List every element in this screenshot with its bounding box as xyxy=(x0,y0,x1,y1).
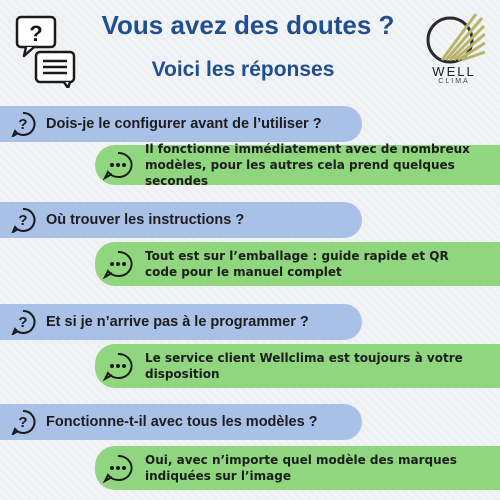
logo-word-well: WELL xyxy=(432,64,476,79)
ellipsis-bubble-icon xyxy=(101,351,135,381)
page-subtitle: Voici les réponses xyxy=(151,58,335,81)
svg-text:?: ? xyxy=(18,314,28,331)
svg-text:?: ? xyxy=(18,414,28,431)
svg-text:?: ? xyxy=(18,212,28,229)
wellclima-logo xyxy=(420,12,488,90)
question-bubble-icon xyxy=(10,309,36,335)
question-bubble-icon xyxy=(10,207,36,233)
faq-question-text: Fonctionne-t-il avec tous les modèles ? xyxy=(46,414,318,430)
svg-text:?: ? xyxy=(18,116,28,133)
svg-text:?: ? xyxy=(29,21,43,46)
question-bubble-icon xyxy=(10,111,36,137)
page-title: Vous avez des doutes ? xyxy=(101,10,395,40)
faq-answer-4 xyxy=(95,446,500,490)
ellipsis-bubble-icon xyxy=(101,453,135,483)
faq-question-text: Et si je n’arrive pas à le programmer ? xyxy=(46,314,309,330)
faq-question-4 xyxy=(0,404,362,440)
question-bubble-icon xyxy=(10,409,36,435)
ellipsis-bubble-icon xyxy=(101,150,135,180)
faq-question-text: Dois-je le configurer avant de l’utiliser ? xyxy=(46,116,322,132)
faq-question-text: Où trouver les instructions ? xyxy=(46,212,245,228)
logo-word-clima: CLIMA xyxy=(438,78,470,85)
faq-answer-text: Le service client Wellclima est toujours à votre disposition xyxy=(145,351,463,381)
logo-mark-icon xyxy=(420,12,488,64)
faq-answer-text: Tout est sur l’emballage : guide rapide et QR code pour le manuel complet xyxy=(145,249,449,279)
faq-answer-text: Il fonctionne immédiatement avec de nombreux modèles, pour les autres cela prend quelques secondes xyxy=(145,142,470,188)
ellipsis-bubble-icon xyxy=(101,249,135,279)
faq-question-1 xyxy=(0,106,362,142)
faq-answer-1 xyxy=(95,142,500,188)
faq-question-2 xyxy=(0,202,362,238)
faq-question-3 xyxy=(0,304,362,340)
faq-answer-2 xyxy=(95,242,500,286)
faq-answer-text: Oui, avec n’importe quel modèle des marques indiquées sur l’image xyxy=(145,453,457,483)
faq-answer-3 xyxy=(95,344,500,388)
